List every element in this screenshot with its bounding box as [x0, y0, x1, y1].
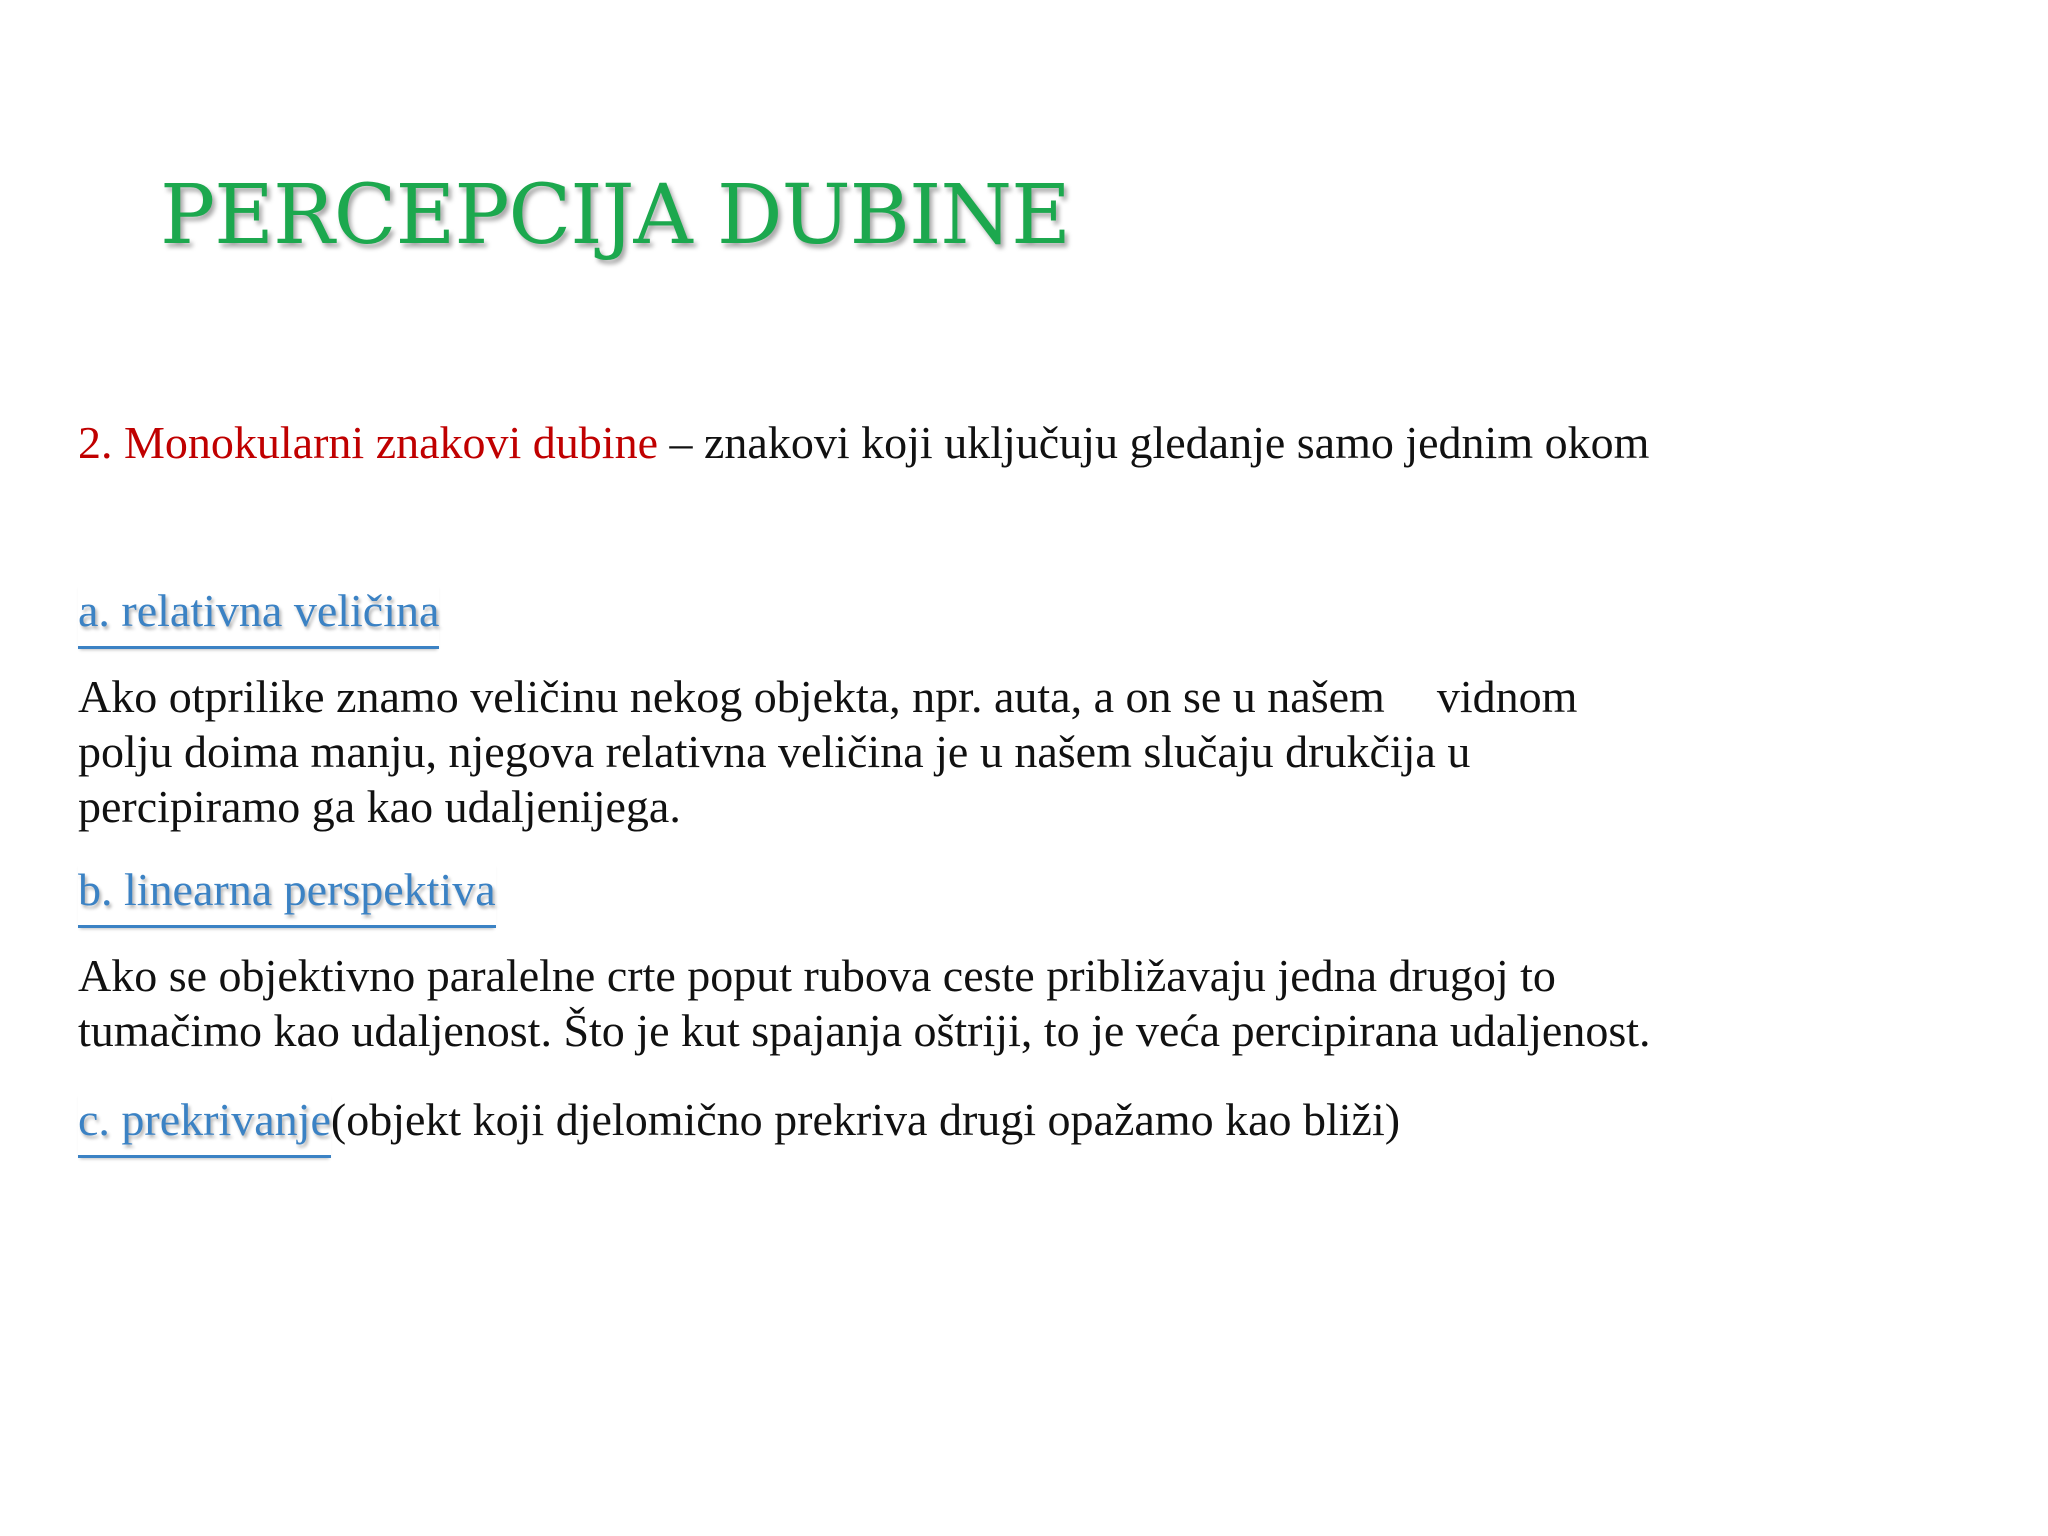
paragraph-line — [78, 669, 1978, 724]
section-inline-text: (objekt koji djelomično prekriva drugi opažamo kao bliži) — [330, 1094, 1401, 1145]
slide-title: PERCEPCIJA DUBINE — [160, 168, 1070, 263]
section-heading-occlusion — [78, 1092, 1400, 1158]
section-heading-linear-perspective — [78, 862, 496, 928]
paragraph-line: percipiramo ga kao udaljenijega. — [78, 781, 681, 832]
intro-text: – znakovi koji uključuju gledanje samo jednim okom — [658, 417, 1650, 468]
intro-label: 2. Monokularni znakovi dubine — [78, 417, 659, 468]
section-text-relative-size — [78, 669, 1978, 834]
section-heading-text: b. linearna perspektiva — [78, 862, 496, 928]
intro-line — [78, 415, 1649, 470]
section-heading-relative-size — [78, 583, 439, 649]
section-text-linear-perspective — [78, 948, 1978, 1058]
section-heading-text: c. prekrivanje — [78, 1092, 331, 1158]
paragraph-line: polju doima manju, njegova relativna veličina je u našem slučaju drukčija u — [78, 726, 1471, 777]
paragraph-line: Ako se objektivno paralelne crte poput rubova ceste približavaju jedna drugoj to — [78, 950, 1556, 1001]
paragraph-line-text: vidnom — [1436, 671, 1578, 722]
paragraph-line: tumačimo kao udaljenost. Što je kut spajanja oštriji, to je veća percipirana udaljenost. — [78, 1005, 1651, 1056]
section-heading-text: a. relativna veličina — [78, 583, 439, 649]
paragraph-line-text: Ako otprilike znamo veličinu nekog objekta, npr. auta, a on se u našem — [78, 671, 1385, 722]
